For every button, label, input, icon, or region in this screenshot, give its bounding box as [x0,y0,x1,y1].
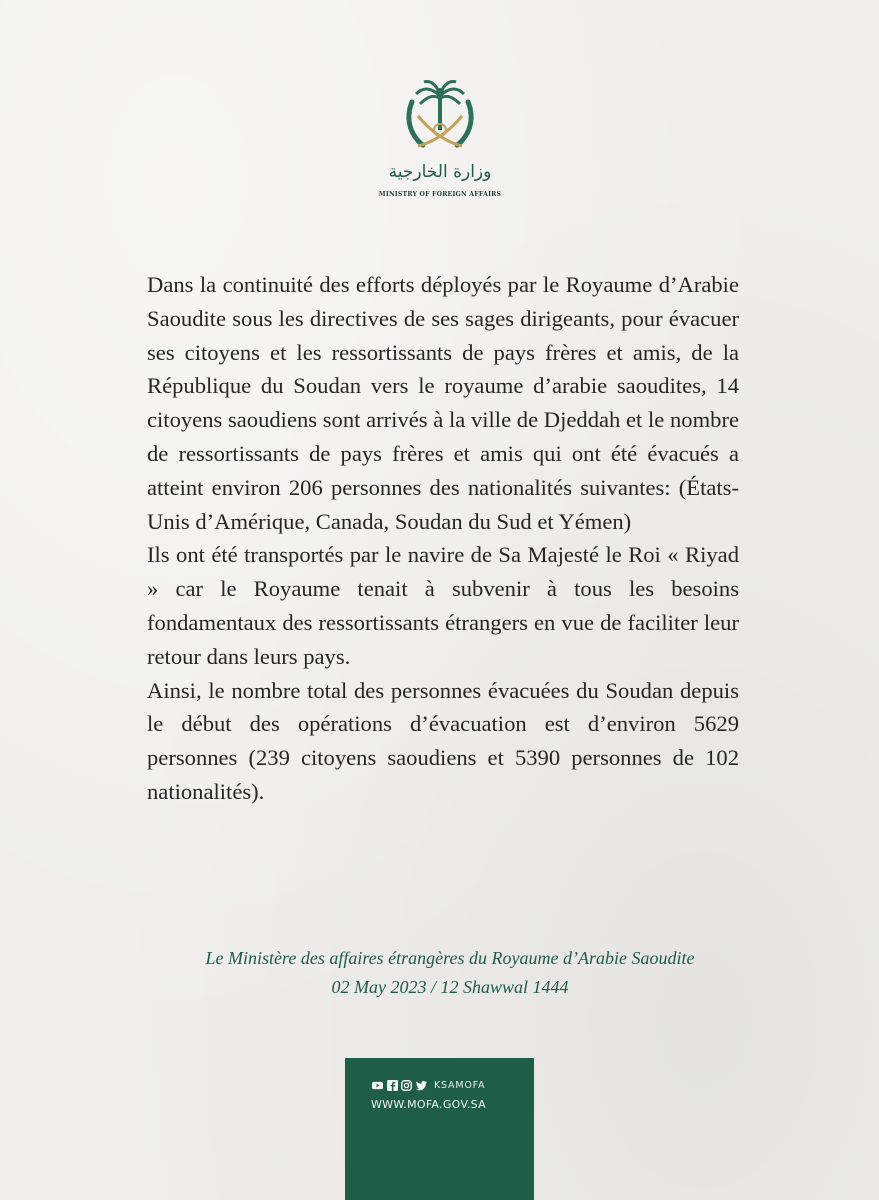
ministry-signature: Le Ministère des affaires étrangères du Royaume d’Arabie Saoudite [205,948,695,968]
contact-footer [345,1058,534,1200]
instagram-icon[interactable] [401,1080,412,1091]
social-handle[interactable]: KSAMOFA [434,1079,486,1091]
logo-english-text: MINISTRY OF FOREIGN AFFAIRS [378,191,502,198]
twitter-icon[interactable] [415,1080,428,1091]
statement-body [147,268,739,809]
statement-paragraph: Dans la continuité des efforts déployés par le Royaume d’Arabie Saoudite sous les directives de ses sages dirigeants, pour évacuer ses citoyens et les ressortissants de pays frères et amis, de la République du Soudan vers le royaume d’arabie saoudites, 14 citoyens saoudiens sont arrivés à la ville de Djeddah et le nombre de ressortissants de pays frères et amis qui ont été évacués a atteint environ 206 personnes des nationalités suivantes: (États-Unis d’Amérique, Canada, Soudan du Sud et Yémen) [147,272,739,534]
release-date: 02 May 2023 / 12 Shawwal 1444 [331,977,569,997]
ministry-logo [370,78,510,208]
signature-block [100,944,800,1002]
logo-arabic-text: وزارة الخارجية [388,162,492,182]
facebook-icon[interactable] [387,1080,398,1091]
saudi-emblem-icon [398,78,482,158]
website-link[interactable]: WWW.MOFA.GOV.SA [371,1098,486,1111]
youtube-icon[interactable] [371,1080,384,1091]
social-links [371,1078,485,1092]
statement-paragraph: Ainsi, le nombre total des personnes évacuées du Soudan depuis le début des opérations d’évacuation est d’environ 5629 personnes (239 citoyens saoudiens et 5390 personnes de 102 nationalités). [147,677,739,804]
statement-paragraph: Ils ont été transportés par le navire de Sa Majesté le Roi « Riyad » car le Royaume tenait à subvenir à tous les besoins fondamentaux des ressortissants étrangers en vue de faciliter leur retour dans leurs pays. [147,542,739,669]
